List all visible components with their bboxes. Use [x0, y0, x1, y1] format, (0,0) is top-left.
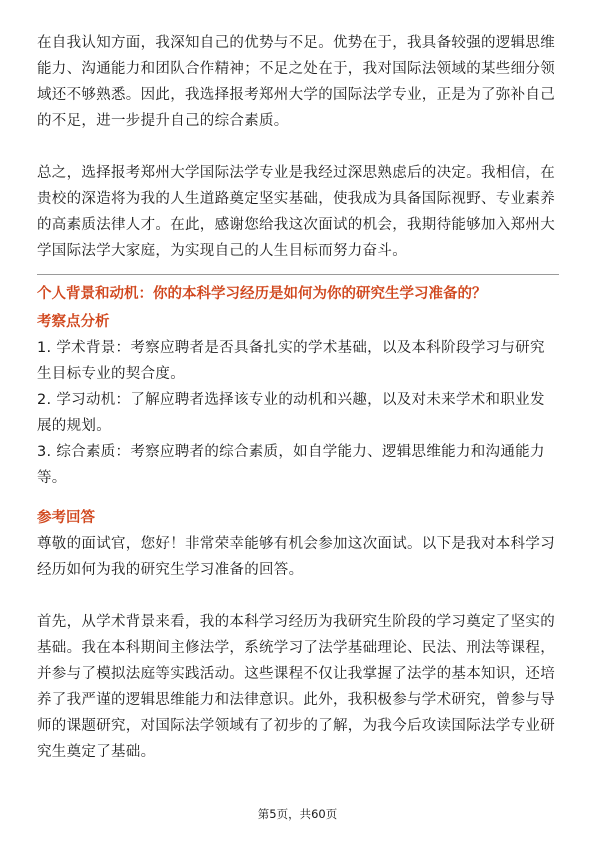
paragraph-gap: [37, 491, 559, 503]
question-title: 个人背景和动机：你的本科学习经历是如何为你的研究生学习准备的？: [37, 286, 487, 302]
answer-greeting: 尊敬的面试官，您好！非常荣幸能够有机会参加这次面试。以下是我对本科学习经历如何为我的研究生学习准备的回答。: [37, 536, 555, 578]
analysis-item: 2. 学习动机：了解应聘者选择该专业的动机和兴趣，以及对未来学术和职业发展的规划。: [37, 392, 545, 434]
answer-heading: 参考回答: [37, 510, 95, 526]
page-content: [37, 30, 559, 765]
paragraph-gap: [37, 583, 559, 609]
paragraph-gap: [37, 134, 559, 160]
analysis-item: 3. 综合素质：考察应聘者的综合素质，如自学能力、逻辑思维能力和沟通能力等。: [37, 444, 545, 486]
paragraph-self-awareness: 在自我认知方面，我深知自己的优势与不足。优势在于，我具备较强的逻辑思维能力、沟通能力和团队合作精神；不足之处在于，我对国际法领域的某些细分领域还不够熟悉。因此，我选择报考郑州大学的国际法学专业，正是为了弥补自己的不足，进一步提升自己的综合素质。: [37, 35, 555, 129]
analysis-heading: 考察点分析: [37, 314, 110, 330]
answer-academic-background: 首先，从学术背景来看，我的本科学习经历为我研究生阶段的学习奠定了坚实的基础。我在本科期间主修法学，系统学习了法学基础理论、民法、刑法等课程，并参与了模拟法庭等实践活动。这些课程不仅让我掌握了法学的基本知识，还培养了我严谨的逻辑思维能力和法律意识。此外，我积极参与学术研究，曾参与导师的课题研究，对国际法学领域有了初步的了解，为我今后攻读国际法学专业研究生奠定了基础。: [37, 614, 555, 760]
paragraph-conclusion: 总之，选择报考郑州大学国际法学专业是我经过深思熟虑后的决定。我相信，在贵校的深造将为我的人生道路奠定坚实基础，使我成为具备国际视野、专业素养的高素质法律人才。在此，感谢您给我这次面试的机会，我期待能够加入郑州大学国际法学大家庭，为实现自己的人生目标而努力奋斗。: [37, 165, 555, 259]
analysis-item: 1. 学术背景：考察应聘者是否具备扎实的学术基础，以及本科阶段学习与研究生目标专业的契合度。: [37, 340, 545, 382]
section-divider: [37, 274, 559, 275]
page-number: 第5页，共60页: [257, 807, 338, 821]
